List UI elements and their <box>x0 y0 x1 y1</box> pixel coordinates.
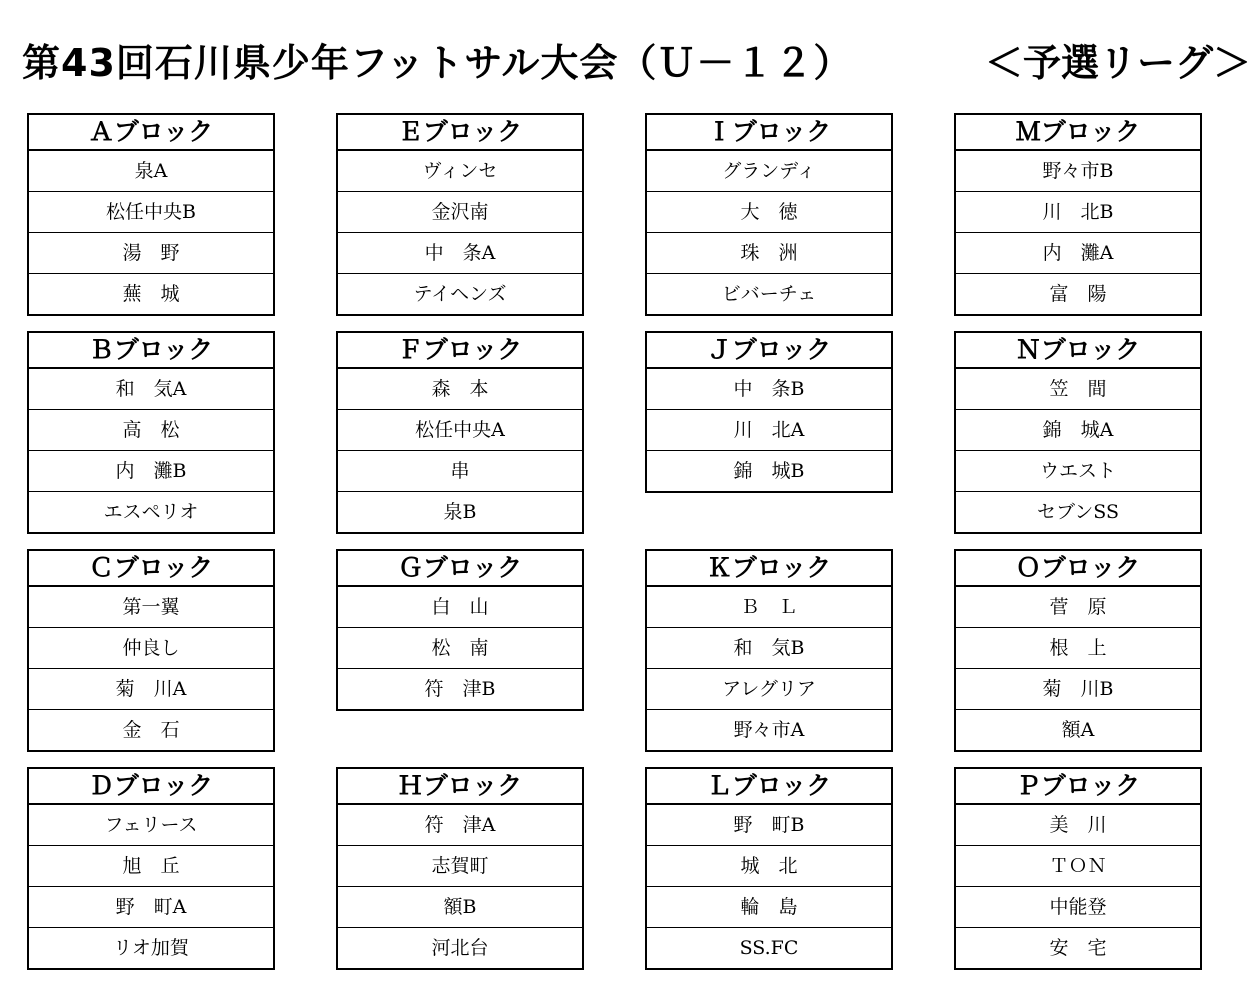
team-row: 中能登 <box>956 887 1200 928</box>
block-table <box>645 767 893 970</box>
team-row: 輪 島 <box>647 887 891 928</box>
block-table <box>27 767 275 970</box>
team-row: 錦 城B <box>733 460 805 482</box>
block-table <box>645 549 893 752</box>
block-table <box>954 767 1202 970</box>
block-table <box>645 331 893 493</box>
team-row: 菅 原 <box>956 587 1200 628</box>
team-row: 森 本 <box>338 369 582 410</box>
team-row: 金 石 <box>122 719 180 741</box>
team-row: 大 徳 <box>647 192 891 233</box>
team-row: リオ加賀 <box>113 937 189 959</box>
team-row: 内 灘A <box>956 233 1200 274</box>
block-header: Ｍブロック <box>956 115 1200 151</box>
team-row: アレグリア <box>647 669 891 710</box>
team-row: 錦 城A <box>956 410 1200 451</box>
block-header: Ｋブロック <box>647 551 891 587</box>
block-header: Ｊブロック <box>647 333 891 369</box>
team-row: 川 北A <box>647 410 891 451</box>
block-table <box>27 113 275 316</box>
team-row: Ｂ Ｌ <box>647 587 891 628</box>
block-header: Ｆブロック <box>338 333 582 369</box>
team-row: 笠 間 <box>956 369 1200 410</box>
team-row: 白 山 <box>338 587 582 628</box>
team-row: 富 陽 <box>1049 283 1107 305</box>
block-table <box>27 331 275 534</box>
page-title: 第43回石川県少年フットサル大会（Ｕ－１２） <box>22 41 853 85</box>
block-header: Ｈブロック <box>338 769 582 805</box>
team-row: 中 条A <box>338 233 582 274</box>
team-row: 内 灘B <box>29 451 273 492</box>
team-row: 野 町B <box>647 805 891 846</box>
team-row: ＴＯＮ <box>956 846 1200 887</box>
block-table <box>645 113 893 316</box>
team-row: 湯 野 <box>29 233 273 274</box>
team-row: 和 気A <box>29 369 273 410</box>
team-row: ウエスト <box>956 451 1200 492</box>
team-row: 和 気B <box>647 628 891 669</box>
team-row: グランディ <box>647 151 891 192</box>
team-row: 中 条B <box>647 369 891 410</box>
team-row: フェリース <box>29 805 273 846</box>
team-row: 串 <box>338 451 582 492</box>
team-row: 仲良し <box>29 628 273 669</box>
team-row: 符 津A <box>338 805 582 846</box>
team-row: 泉B <box>443 501 477 523</box>
block-header: Ｂブロック <box>29 333 273 369</box>
team-row: 安 宅 <box>1049 937 1107 959</box>
block-table <box>336 113 584 316</box>
block-table <box>336 549 584 711</box>
team-row: 松任中央B <box>29 192 273 233</box>
team-row: 野々市B <box>956 151 1200 192</box>
team-row: 旭 丘 <box>29 846 273 887</box>
team-row: 高 松 <box>29 410 273 451</box>
block-header: Ｅブロック <box>338 115 582 151</box>
block-header: Ｐブロック <box>956 769 1200 805</box>
block-header: Ｌブロック <box>647 769 891 805</box>
team-row: 野々市A <box>733 719 805 741</box>
team-row: 蕪 城 <box>122 283 180 305</box>
team-row: 符 津B <box>424 678 496 700</box>
team-row: ビバーチェ <box>721 283 817 305</box>
team-row: 河北台 <box>431 937 489 959</box>
block-table <box>336 331 584 534</box>
block-header: Ｄブロック <box>29 769 273 805</box>
team-row: 松 南 <box>338 628 582 669</box>
team-row: セブンSS <box>1037 501 1119 523</box>
block-header: Ｏブロック <box>956 551 1200 587</box>
team-row: 珠 洲 <box>647 233 891 274</box>
team-row: 泉A <box>29 151 273 192</box>
block-header: Ｇブロック <box>338 551 582 587</box>
team-row: テイヘンズ <box>413 283 507 305</box>
team-row: エスペリオ <box>103 501 199 523</box>
team-row: 根 上 <box>956 628 1200 669</box>
block-header: Ｉブロック <box>647 115 891 151</box>
team-row: 川 北B <box>956 192 1200 233</box>
team-row: 額A <box>1061 719 1095 741</box>
block-table <box>954 549 1202 752</box>
team-row: 野 町A <box>29 887 273 928</box>
block-table <box>954 113 1202 316</box>
team-row: 第一翼 <box>29 587 273 628</box>
page-subtitle: ＜予選リーグ＞ <box>985 41 1251 85</box>
team-row: 菊 川B <box>956 669 1200 710</box>
block-header: Ａブロック <box>29 115 273 151</box>
block-header: Ｎブロック <box>956 333 1200 369</box>
team-row: 金沢南 <box>338 192 582 233</box>
block-table <box>27 549 275 752</box>
team-row: 菊 川A <box>29 669 273 710</box>
team-row: SS.FC <box>739 937 799 959</box>
team-row: 松任中央A <box>338 410 582 451</box>
block-table <box>954 331 1202 534</box>
team-row: 額B <box>338 887 582 928</box>
block-header: Ｃブロック <box>29 551 273 587</box>
team-row: 美 川 <box>956 805 1200 846</box>
team-row: 城 北 <box>647 846 891 887</box>
team-row: 志賀町 <box>338 846 582 887</box>
block-table <box>336 767 584 970</box>
team-row: ヴィンセ <box>338 151 582 192</box>
